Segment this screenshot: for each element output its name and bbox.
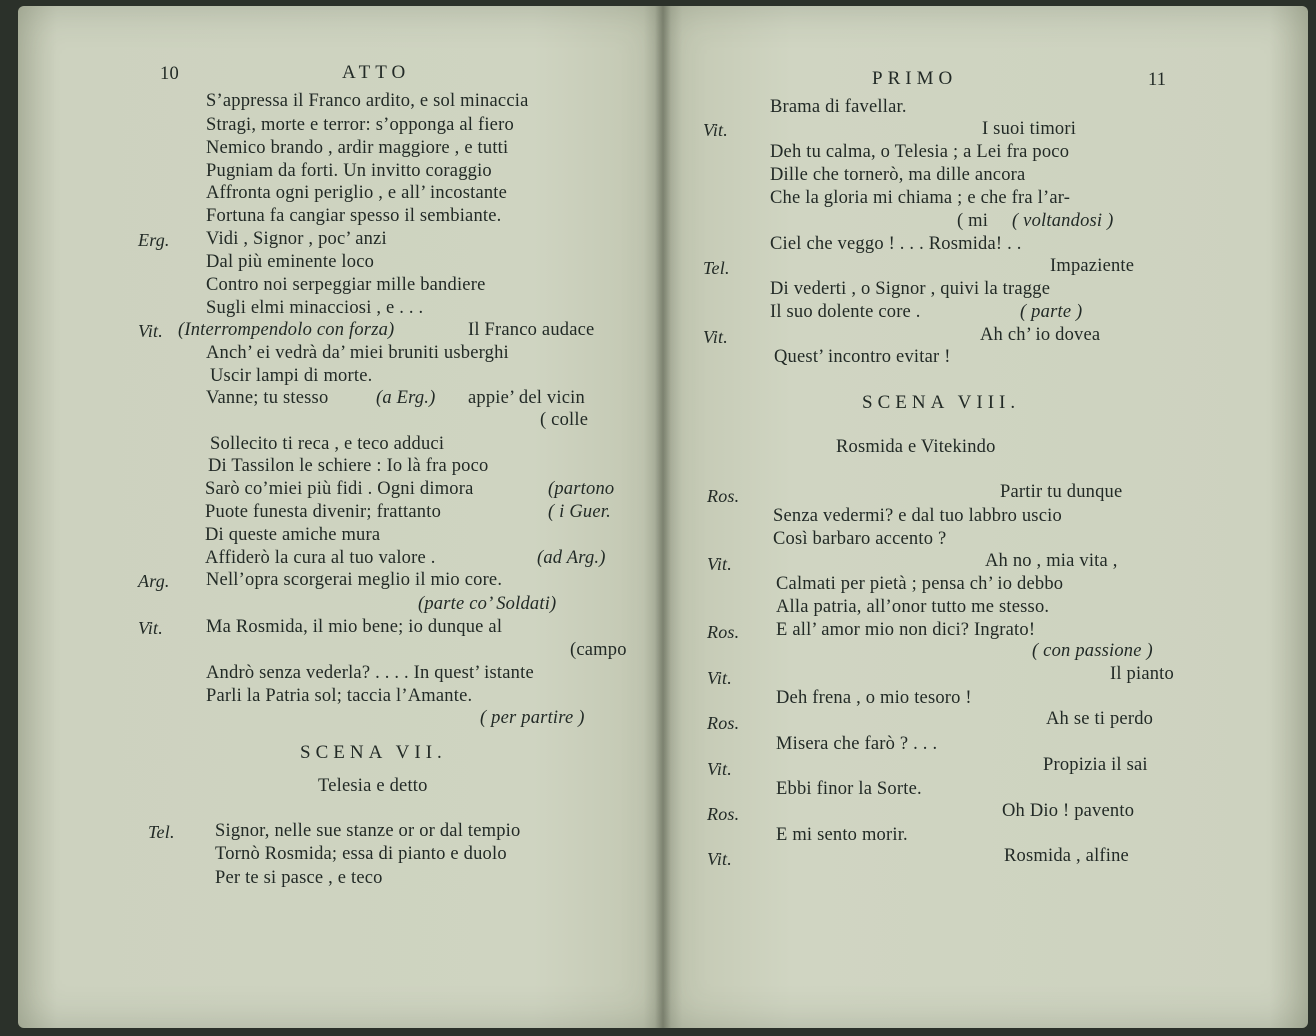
text-line: Affiderò la cura al tuo valore . — [205, 548, 436, 568]
text-line: Oh Dio ! pavento — [1002, 801, 1135, 821]
text-line: Di Tassilon le schiere : Io là fra poco — [208, 456, 489, 476]
speaker-label: Vit. — [707, 759, 732, 779]
speaker-label: Ros. — [707, 804, 740, 824]
speaker-label: Ros. — [707, 713, 740, 733]
speaker-label: Erg. — [138, 230, 170, 250]
text-line: Contro noi serpeggiar mille bandiere — [206, 275, 486, 295]
stage-direction: (Interrompendolo con forza) — [178, 320, 395, 340]
text-line: Sugli elmi minacciosi , e . . . — [206, 298, 424, 318]
text-line: Stragi, morte e terror: s’opponga al fiero — [206, 115, 514, 135]
text-line: Partir tu dunque — [1000, 482, 1123, 502]
stage-direction: ( con passione ) — [1032, 641, 1153, 661]
page-number-right: 11 — [1148, 70, 1167, 90]
speaker-label: Arg. — [138, 571, 170, 591]
speaker-label: Vit. — [138, 618, 163, 638]
text-line: Pugniam da forti. Un invitto coraggio — [206, 161, 492, 181]
text-line: Impaziente — [1050, 256, 1135, 276]
text-line: Deh frena , o mio tesoro ! — [776, 688, 972, 708]
page-number-left: 10 — [160, 64, 179, 84]
stage-direction: (a Erg.) — [376, 388, 436, 408]
text-line: Il pianto — [1110, 664, 1174, 684]
text-line: E all’ amor mio non dici? Ingrato! — [776, 620, 1036, 640]
text-line: Puote funesta divenir; frattanto — [205, 502, 442, 522]
text-line: Andrò senza vederla? . . . . In quest’ istante — [206, 663, 534, 683]
running-title-left: ATTO — [342, 62, 411, 83]
text-line: Rosmida , alfine — [1004, 846, 1129, 866]
speaker-label: Vit. — [707, 668, 732, 688]
text-line: Deh tu calma, o Telesia ; a Lei fra poco — [770, 142, 1070, 162]
text-line: Senza vedermi? e dal tuo labbro uscio — [773, 506, 1062, 526]
text-line: Che la gloria mi chiama ; e che fra l’ar- — [770, 188, 1071, 208]
text-line: Sollecito ti reca , e teco adduci — [210, 434, 445, 454]
text-line: S’appressa il Franco ardito, e sol minaccia — [206, 91, 529, 111]
text-line: Affronta ogni periglio , e all’ incostante — [206, 183, 508, 203]
text-line: Ebbi finor la Sorte. — [776, 779, 922, 799]
text-line: appie’ del vicin — [468, 388, 585, 408]
text-line: Il suo dolente core . — [770, 302, 921, 322]
text-line: Ah se ti perdo — [1046, 709, 1154, 729]
text-line: Uscir lampi di morte. — [210, 366, 373, 386]
text-line: Fortuna fa cangiar spesso il sembiante. — [206, 206, 502, 226]
text-line: Il Franco audace — [468, 320, 595, 340]
text-line: Dille che tornerò, ma dille ancora — [770, 165, 1026, 185]
text-line: Di queste amiche mura — [205, 525, 381, 545]
text-line: Di vederti , o Signor , quivi la tragge — [770, 279, 1051, 299]
text-line: Misera che farò ? . . . — [776, 734, 938, 754]
scene-characters: Rosmida e Vitekindo — [836, 437, 996, 457]
speaker-label: Vit. — [707, 849, 732, 869]
stage-direction: (parte co’ Soldati) — [418, 594, 557, 614]
text-line: Alla patria, all’onor tutto me stesso. — [776, 597, 1050, 617]
text-line: Tornò Rosmida; essa di pianto e duolo — [215, 844, 507, 864]
text-line: E mi sento morir. — [776, 825, 908, 845]
text-line: I suoi timori — [982, 119, 1077, 139]
text-line: Nemico brando , ardir maggiore , e tutti — [206, 138, 509, 158]
text-line: (campo — [570, 640, 627, 660]
text-line: Vidi , Signor , poc’ anzi — [206, 229, 387, 249]
text-line: Anch’ ei vedrà da’ miei bruniti usberghi — [206, 343, 509, 363]
text-line: Nell’opra scorgerai meglio il mio core. — [206, 570, 503, 590]
stage-direction: (ad Arg.) — [537, 548, 606, 568]
stage-direction: ( voltandosi ) — [1012, 211, 1114, 231]
text-line: Ciel che veggo ! . . . Rosmida! . . — [770, 234, 1022, 254]
speaker-label: Vit. — [707, 554, 732, 574]
text-line: Così barbaro accento ? — [773, 529, 947, 549]
text-line: Signor, nelle sue stanze or or dal tempio — [215, 821, 521, 841]
speaker-label: Ros. — [707, 622, 740, 642]
speaker-label: Vit. — [138, 321, 163, 341]
speaker-label: Vit. — [703, 120, 728, 140]
book-gutter — [655, 6, 671, 1028]
stage-direction: ( per partire ) — [480, 708, 585, 728]
text-line: ( colle — [540, 410, 589, 430]
text-line: Brama di favellar. — [770, 97, 907, 117]
text-line: Propizia il sai — [1043, 755, 1148, 775]
text-line: ( mi — [957, 211, 989, 231]
text-line: Ma Rosmida, il mio bene; io dunque al — [206, 617, 503, 637]
stage-direction: ( i Guer. — [548, 502, 611, 522]
scene-characters: Telesia e detto — [318, 776, 428, 796]
speaker-label: Ros. — [707, 486, 740, 506]
text-line: Vanne; tu stesso — [206, 388, 329, 408]
speaker-label: Tel. — [148, 822, 175, 842]
text-line: Ah no , mia vita , — [985, 551, 1118, 571]
text-line: Parli la Patria sol; taccia l’Amante. — [206, 686, 473, 706]
text-line: Ah ch’ io dovea — [980, 325, 1101, 345]
text-line: Sarò co’miei più fidi . Ogni dimora — [205, 479, 474, 499]
stage-direction: ( parte ) — [1020, 302, 1083, 322]
text-line: Per te si pasce , e teco — [215, 868, 383, 888]
speaker-label: Vit. — [703, 327, 728, 347]
text-line: Dal più eminente loco — [206, 252, 375, 272]
stage-direction: (partono — [548, 479, 615, 499]
speaker-label: Tel. — [703, 258, 730, 278]
text-line: Quest’ incontro evitar ! — [774, 347, 951, 367]
running-title-right: PRIMO — [872, 68, 958, 89]
scene-heading: SCENA VIII. — [862, 392, 1021, 413]
scene-heading: SCENA VII. — [300, 742, 447, 763]
text-line: Calmati per pietà ; pensa ch’ io debbo — [776, 574, 1064, 594]
